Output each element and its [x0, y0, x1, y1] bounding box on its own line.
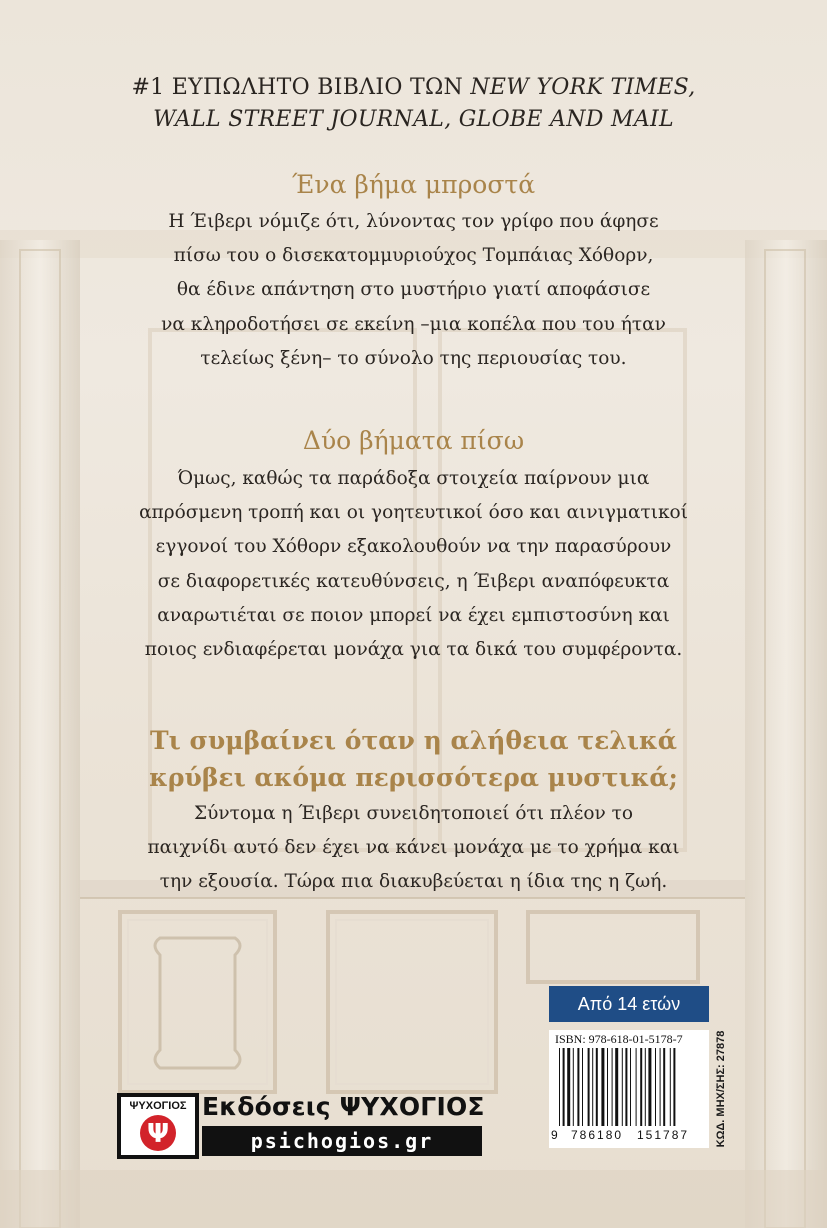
section3-line: την εξουσία. Τώρα πια διακυβεύεται η ίδια της η ζωή.	[159, 871, 668, 893]
section3-text	[0, 797, 827, 900]
isbn-text: ISBN: 978-618-01-5178-7	[555, 1032, 683, 1046]
section2-line: σε διαφορετικές κατευθύνσεις, η Έιβερι αναπόφευκτα	[157, 570, 670, 592]
bestseller-tagline	[0, 72, 827, 136]
barcode-bar	[673, 1048, 675, 1126]
barcode-icon	[559, 1048, 701, 1128]
barcode-bar	[573, 1048, 574, 1126]
barcode-bar	[559, 1048, 560, 1126]
section3-line: Σύντομα η Έιβερι συνειδητοποιεί ότι πλέον το	[194, 803, 633, 824]
section2-text	[0, 462, 827, 667]
section1-heading: Ένα βήμα μπροστά	[291, 170, 536, 199]
barcode-bar	[612, 1048, 613, 1126]
barcode-bar	[577, 1048, 579, 1126]
barcode-bar	[592, 1048, 593, 1126]
barcode-bar	[563, 1048, 565, 1126]
barcode-digit-prefix: 9	[551, 1128, 558, 1142]
section2-line: αναρωτιέται σε ποιον μπορεί να έχει εμπιστοσύνη και	[157, 604, 670, 626]
barcode-bar	[645, 1048, 646, 1126]
publisher-logo-icon	[117, 1093, 199, 1159]
section3-heading-line-2: κρύβει ακόμα περισσότερα μυστικά;	[149, 763, 678, 792]
barcode-bar	[622, 1048, 623, 1126]
barcode-bar	[640, 1048, 642, 1126]
barcode-bar	[625, 1048, 627, 1126]
barcode-digit-group-2: 151787	[637, 1128, 690, 1142]
bestseller-line-1: #1 ΕΥΠΩΛΗΤΟ ΒΙΒΛΙΟ ΤΩΝ NEW YORK TIMES,	[131, 75, 696, 100]
barcode-bar	[607, 1048, 608, 1126]
barcode-bar	[582, 1048, 583, 1126]
barcode-bar	[567, 1048, 570, 1126]
barcode-bar	[596, 1048, 598, 1126]
publisher-logo-text: ΨΥΧΟΓΙΟΣ	[129, 1100, 187, 1112]
barcode-panel	[549, 1030, 709, 1148]
section3-heading-line-1: Τι συμβαίνει όταν η αλήθεια τελικά	[150, 726, 677, 755]
publisher-url: psichogios.gr	[202, 1126, 482, 1156]
section2-line: απρόσμενη τροπή και οι γοητευτικοί όσο και αινιγματικοί	[139, 502, 688, 524]
barcode-bar	[660, 1048, 661, 1126]
section1-line: να κληροδοτήσει σε εκείνη –μια κοπέλα που του ήταν	[161, 313, 666, 335]
bestseller-line-2: WALL STREET JOURNAL, GLOBE AND MAIL	[153, 107, 674, 132]
psi-symbol: Ψ	[146, 1119, 170, 1149]
section2-line: Όμως, καθώς τα παράδοξα στοιχεία παίρνουν μια	[177, 468, 650, 489]
publisher-name: Εκδόσεις ΨΥΧΟΓΙΟΣ	[202, 1092, 485, 1121]
section2-line: ποιος ενδιαφέρεται μονάχα για τα δικά του συμφέροντα.	[144, 639, 683, 661]
age-rating-badge: Από 14 ετών	[549, 986, 709, 1022]
barcode-digit-group-1: 786180	[571, 1128, 624, 1142]
publisher-logo	[117, 1093, 199, 1159]
barcode-bar	[655, 1048, 656, 1126]
section1-text	[0, 205, 827, 376]
section2-line: εγγονοί του Χόθορν εξακολουθούν να την παρασύρουν	[155, 536, 672, 558]
section1-line: τελείως ξένη– το σύνολο της περιουσίας του.	[200, 347, 627, 369]
barcode-bar	[615, 1048, 618, 1126]
product-code-label: ΚΩΔ. ΜΗΧ/ΣΗΣ: 27878	[715, 1030, 727, 1148]
barcode-bar	[648, 1048, 651, 1126]
barcode-bar	[588, 1048, 590, 1126]
section1-line: πίσω του ο δισεκατομμυριούχος Τομπάιας Χόθορν,	[173, 245, 654, 267]
barcode-bar	[601, 1048, 604, 1126]
barcode-bar	[636, 1048, 637, 1126]
section2-heading: Δύο βήματα πίσω	[302, 426, 525, 455]
section3-line: παιχνίδι αυτό δεν έχει να κάνει μονάχα με το χρήμα και	[147, 837, 680, 859]
barcode-bar	[663, 1048, 665, 1126]
section1-line: θα έδινε απάντηση στο μυστήριο γιατί αποφάσισε	[176, 279, 651, 301]
section1-line: Η Έιβερι νόμιζε ότι, λύνοντας τον γρίφο που άφησε	[168, 211, 659, 232]
barcode-bar	[670, 1048, 671, 1126]
barcode-bar	[630, 1048, 631, 1126]
